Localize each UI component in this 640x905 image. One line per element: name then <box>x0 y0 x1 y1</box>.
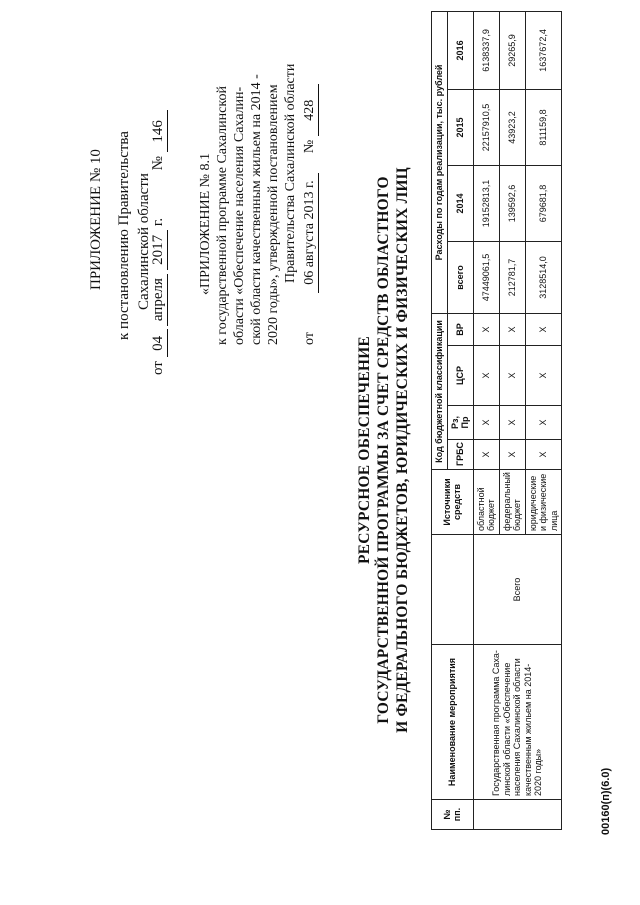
grbs-cell: X <box>499 440 525 470</box>
header-csr: ЦСР <box>447 346 473 406</box>
appendix-resolution-line: к постановлению Правительства <box>116 131 132 340</box>
footer-code: 00160(п)(6.0) <box>600 767 612 835</box>
row-num-cell <box>473 800 562 830</box>
header-grbs: ГРБС <box>447 440 473 470</box>
y2016-cell: 29265,9 <box>499 11 525 89</box>
title-line-1: РЕСУРСНОЕ ОБЕСПЕЧЕНИЕ <box>356 336 373 564</box>
program-name-cell: Государственная программа Саха-линской области «Обеспечение населения Сахалинской области качественным жильем на 2014-2020 годы» <box>473 645 562 800</box>
quoted-appendix-date-line <box>301 15 319 345</box>
y2016-cell: 6138337,9 <box>473 11 499 89</box>
resource-table <box>431 11 562 830</box>
quoted-appendix-date: 06 августа 2013 г. <box>301 173 319 293</box>
document-title <box>355 145 412 755</box>
header-2015: 2015 <box>447 89 473 165</box>
rzpr-cell: X <box>473 406 499 440</box>
quoted-appendix-from-label: от <box>302 332 317 345</box>
header-bcc: Код бюджетной классификации <box>432 313 448 469</box>
rzpr-cell: X <box>525 406 562 440</box>
y2014-cell: 139592,6 <box>499 165 525 241</box>
quoted-appendix-title: «ПРИЛОЖЕНИЕ № 8.1 <box>198 153 213 295</box>
vr-cell: X <box>473 313 499 345</box>
header-sources: Источники средств <box>432 470 474 535</box>
all-label-cell: Всего <box>473 535 562 645</box>
quoted-appendix-line-1: к государственной программе Сахалинской <box>215 86 230 345</box>
appendix-date-month: апреля <box>150 274 168 326</box>
csr-cell: X <box>525 346 562 406</box>
quoted-appendix-block <box>197 15 319 345</box>
y2014-cell: 679681,8 <box>525 165 562 241</box>
grbs-cell: X <box>525 440 562 470</box>
appendix-date-day: 04 <box>150 329 168 357</box>
header-total: всего <box>447 241 473 313</box>
y2015-cell: 811159,8 <box>525 89 562 165</box>
quoted-appendix-line-5: Правительства Сахалинской области <box>283 63 298 283</box>
y2015-cell: 22157910,5 <box>473 89 499 165</box>
source-cell: областной бюджет <box>473 470 499 535</box>
title-line-2: ГОСУДАРСТВЕННОЙ ПРОГРАММЫ ЗА СЧЕТ СРЕДСТВ ОБЛАСТНОГО <box>375 176 392 724</box>
header-vr: ВР <box>447 313 473 345</box>
total-cell: 3128514,0 <box>525 241 562 313</box>
appendix-number-label: № <box>150 156 166 171</box>
y2014-cell: 19152813,1 <box>473 165 499 241</box>
header-num: № пп. <box>432 800 474 830</box>
appendix-region: Сахалинской области <box>136 173 152 310</box>
appendix-date-line <box>150 110 168 375</box>
y2016-cell: 1637672,4 <box>525 11 562 89</box>
quoted-appendix-line-4: 2020 годы», утвержденной постановлением <box>266 84 281 345</box>
total-cell: 47449061,5 <box>473 241 499 313</box>
header-2014: 2014 <box>447 165 473 241</box>
csr-cell: X <box>499 346 525 406</box>
y2015-cell: 43923,2 <box>499 89 525 165</box>
vr-cell: X <box>499 313 525 345</box>
appendix-from-label: от <box>150 361 166 375</box>
title-line-3: И ФЕДЕРАЛЬНОГО БЮДЖЕТОВ, ЮРИДИЧЕСКИХ И ФИЗИЧЕСКИХ ЛИЦ <box>394 167 411 733</box>
appendix-number: 146 <box>150 110 168 152</box>
table-row <box>473 11 499 829</box>
source-cell: юридические и физические лица <box>525 470 562 535</box>
vr-cell: X <box>525 313 562 345</box>
grbs-cell: X <box>473 440 499 470</box>
appendix-date-year: 2017 <box>150 230 168 270</box>
rzpr-cell: X <box>499 406 525 440</box>
appendix-year-suffix: г. <box>150 217 166 227</box>
quoted-appendix-number-label: № <box>302 139 317 154</box>
header-2016: 2016 <box>447 11 473 89</box>
quoted-appendix-line-2: области «Обеспечение населения Сахалин- <box>232 86 247 345</box>
header-name: Наименование мероприятия <box>432 645 474 800</box>
total-cell: 212781,7 <box>499 241 525 313</box>
table-header-row-1 <box>432 11 448 829</box>
appendix-title: ПРИЛОЖЕНИЕ № 10 <box>88 149 104 290</box>
header-empty <box>432 535 474 645</box>
quoted-appendix-line-3: ской области качественным жильем на 2014 - <box>249 74 264 345</box>
header-rzpr: Рз, Пр <box>447 406 473 440</box>
csr-cell: X <box>473 346 499 406</box>
header-expenses: Расходы по годам реализации, тыс. рублей <box>432 11 448 313</box>
source-cell: федеральный бюджет <box>499 470 525 535</box>
quoted-appendix-number: 428 <box>301 84 319 136</box>
